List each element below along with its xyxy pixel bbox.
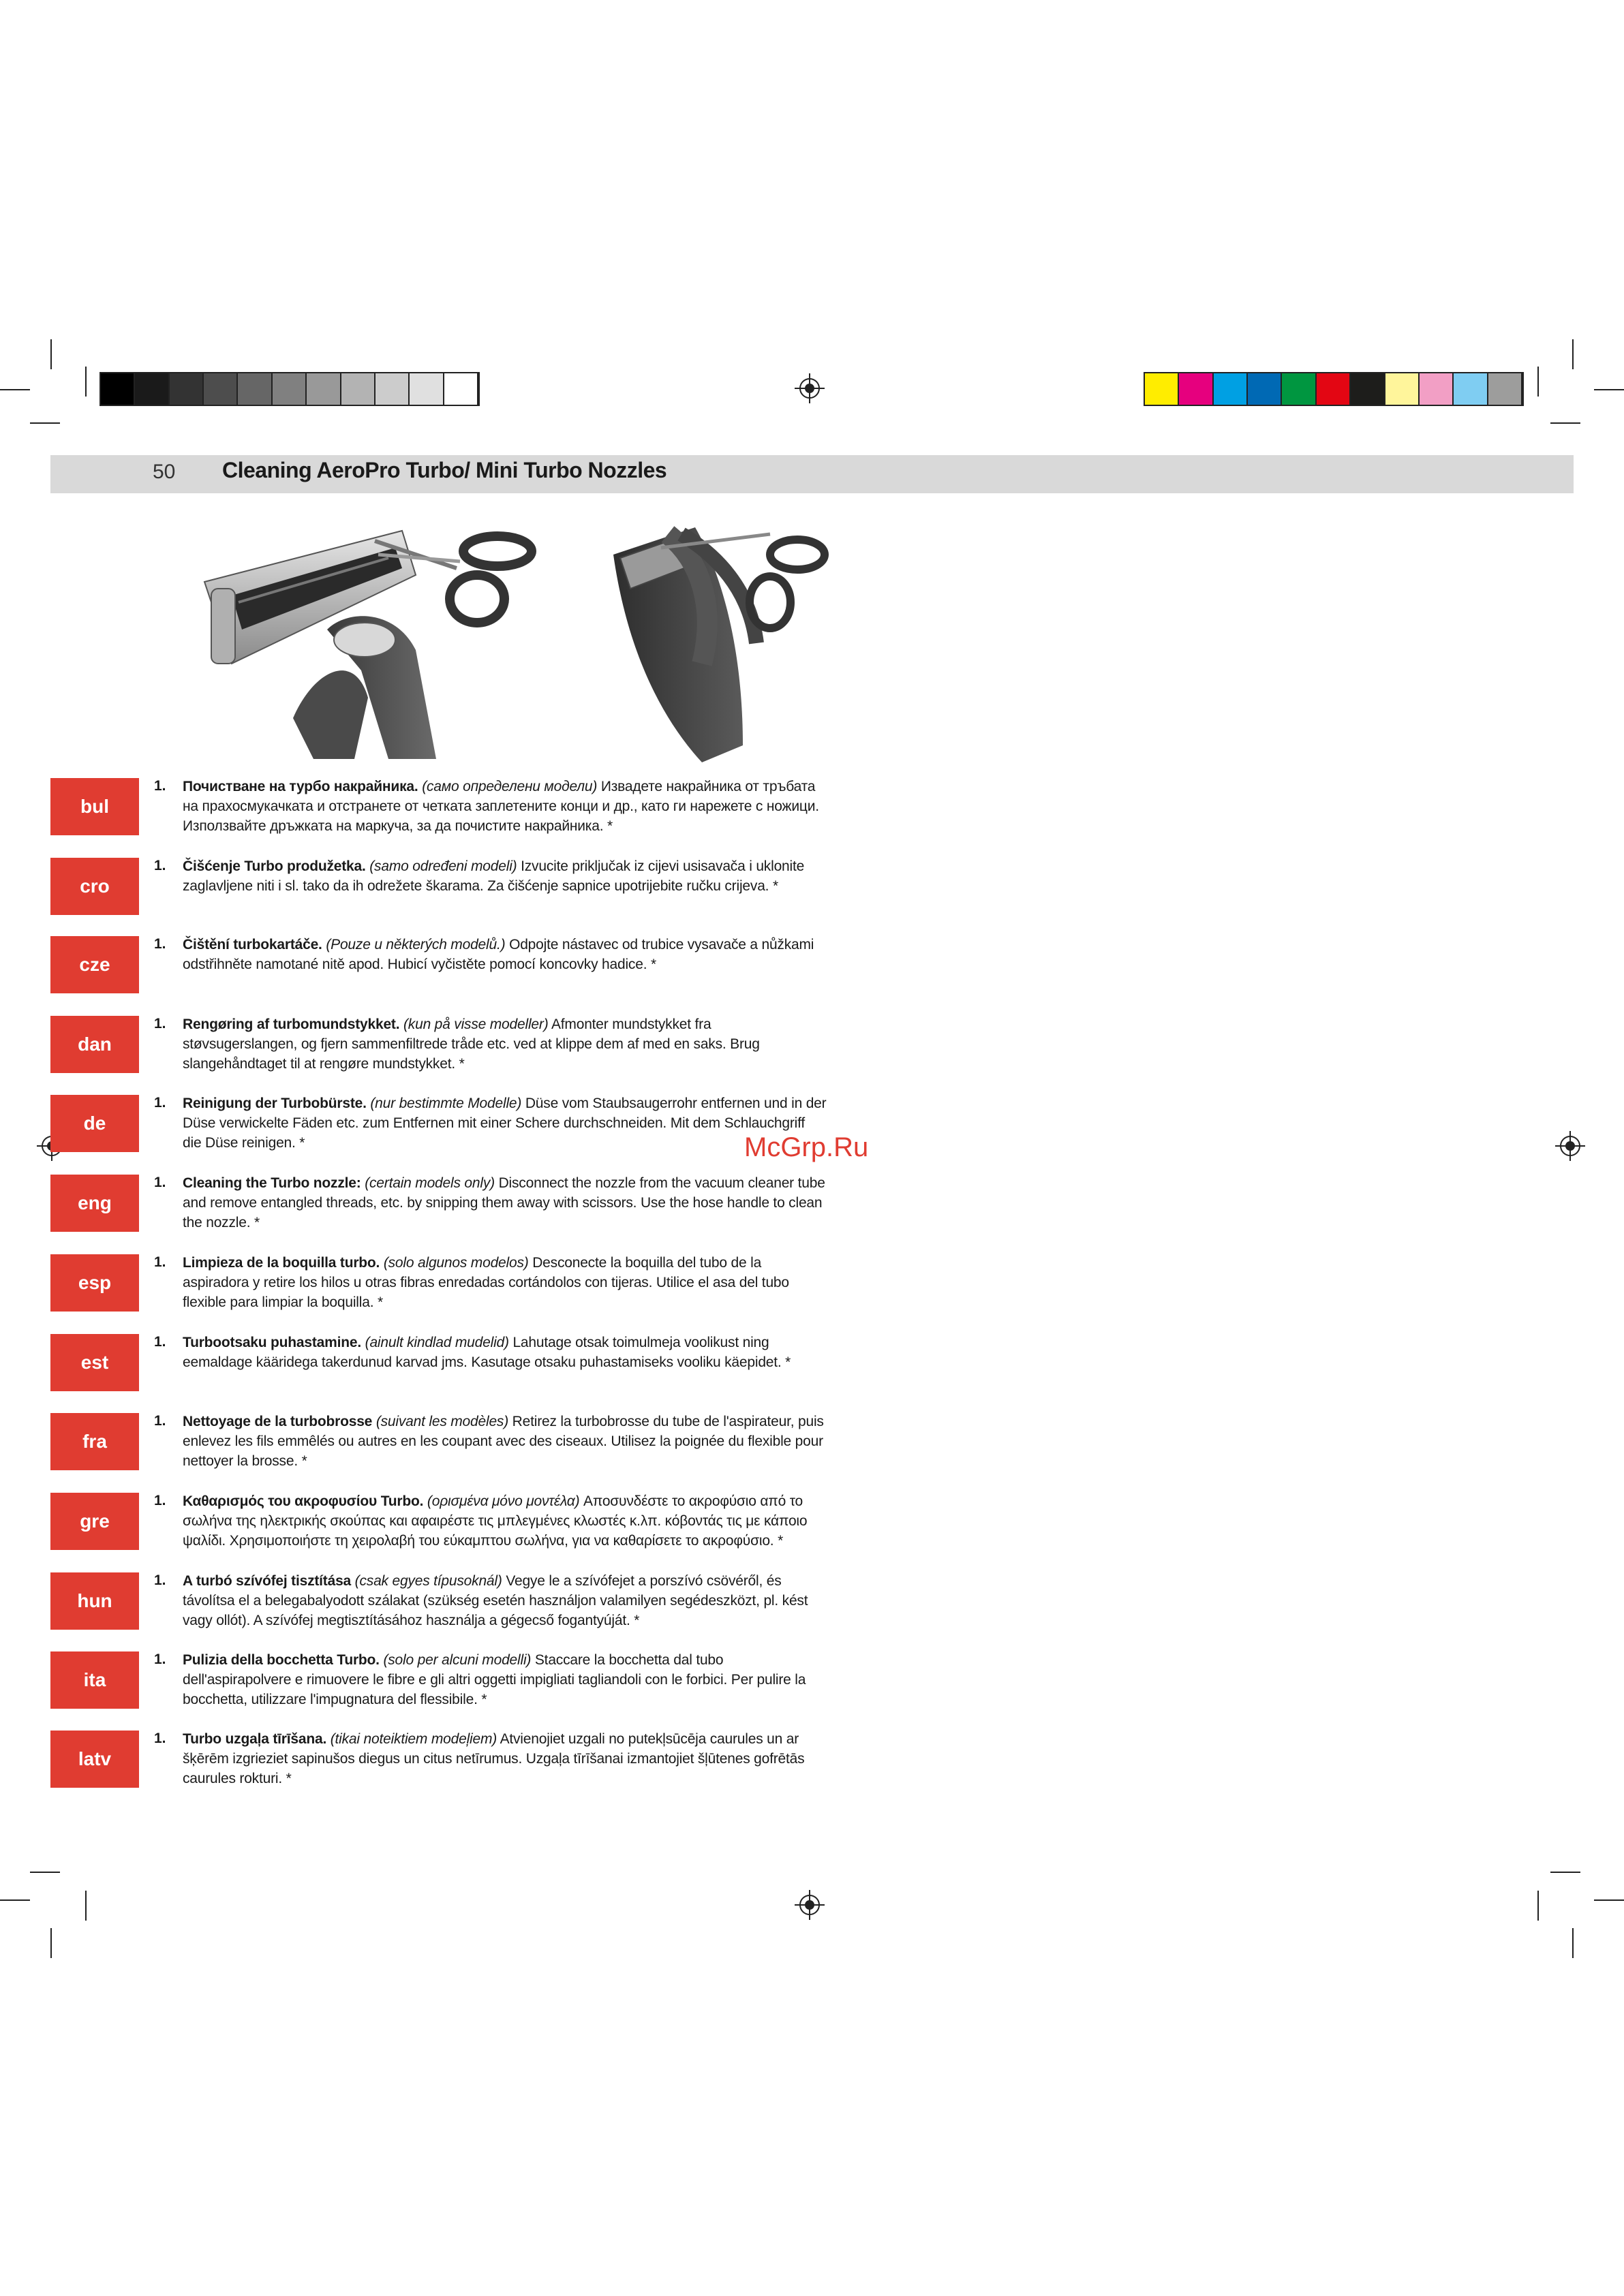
instruction-body: Izvucite priključak iz cijevi usisavača i uklonite zaglavljene niti i sl. tako da ih odrežete škarama. Za čišćenje sapnice upotrijebite ručku crijeva. * — [183, 858, 805, 894]
instruction-text-eng — [183, 1173, 827, 1232]
instruction-body: Odpojte nástavec od trubice vysavače a nůžkami odstřihněte namotané nitě apod. Hubicí vyčistěte pomocí koncovky hadice. * — [183, 937, 814, 972]
color-swatch — [101, 373, 135, 405]
instruction-text-esp — [183, 1253, 827, 1312]
step-number: 1. — [154, 1413, 166, 1429]
instruction-qualifier: (nur bestimmte Modelle) — [370, 1096, 522, 1111]
instruction-body: Lahutage otsak toimulmeja voolikust ning eemaldage kääridega takerdunud karvad jms. Kasutage otsaku puhastamiseks vooliku käepidet. * — [183, 1335, 791, 1370]
color-swatch — [376, 373, 410, 405]
instruction-heading: Reinigung der Turbobürste. — [183, 1096, 367, 1111]
grayscale-calibration-bar — [99, 372, 480, 406]
instruction-heading: Почистване на турбо накрайника. — [183, 779, 418, 794]
crop-mark — [0, 389, 30, 390]
instruction-text-cze — [183, 935, 827, 974]
instruction-text-hun — [183, 1571, 827, 1630]
instruction-body: Desconecte la boquilla del tubo de la aspiradora y retire los hilos u otras fibras enredadas cortándolos con tijeras. Utilice el asa del tubo flexible para limpiar la boquilla. * — [183, 1255, 789, 1310]
instruction-text-gre — [183, 1491, 827, 1551]
instruction-heading: Καθαρισμός του ακροφυσίου Turbo. — [183, 1493, 424, 1509]
language-tab-cze: cze — [50, 936, 139, 993]
instruction-text-ita — [183, 1650, 827, 1709]
registration-target-icon — [795, 373, 825, 403]
color-calibration-bar — [1144, 372, 1524, 406]
color-swatch — [1317, 373, 1351, 405]
instruction-text-de — [183, 1093, 827, 1153]
color-swatch — [1282, 373, 1316, 405]
crop-mark — [0, 1899, 30, 1901]
instruction-heading: Cleaning the Turbo nozzle: — [183, 1175, 361, 1191]
step-number: 1. — [154, 1651, 166, 1667]
crop-mark — [85, 1891, 87, 1921]
step-number: 1. — [154, 1572, 166, 1588]
instruction-heading: Nettoyage de la turbobrosse — [183, 1414, 373, 1429]
color-swatch — [1145, 373, 1179, 405]
crop-mark — [50, 1928, 52, 1958]
language-tab-esp: esp — [50, 1254, 139, 1312]
instruction-qualifier: (suivant les modèles) — [376, 1414, 509, 1429]
instruction-qualifier: (csak egyes típusoknál) — [354, 1573, 502, 1589]
turbo-nozzle-illustration — [191, 493, 600, 766]
instruction-body: Staccare la bocchetta dal tubo dell'aspirapolvere e rimuovere le fibre e gli altri oggetti impigliati tagliandoli con le forbici. Per pulire la bocchetta, utilizzare l'impugnatura del flessibile. * — [183, 1652, 806, 1707]
crop-mark — [1594, 1899, 1624, 1901]
color-swatch — [238, 373, 272, 405]
language-tab-dan: dan — [50, 1016, 139, 1073]
instruction-text-bul — [183, 777, 827, 836]
color-swatch — [1488, 373, 1522, 405]
color-swatch — [1214, 373, 1248, 405]
instruction-heading: Čišćenje Turbo produžetka. — [183, 858, 366, 874]
instruction-heading: Turbootsaku puhastamine. — [183, 1335, 362, 1350]
language-tab-cro: cro — [50, 858, 139, 915]
registration-target-icon — [1555, 1131, 1585, 1161]
instruction-qualifier: (ainult kindlad mudelid) — [365, 1335, 509, 1350]
instruction-qualifier: (ορισμένα μόνο μοντέλα) — [427, 1493, 580, 1509]
instruction-body: Извадете накрайника от тръбата на прахосмукачката и отстранете от четката заплетените конци и др., като ги нарежете с ножици. Използвайте дръжката на маркуча, за да почистите накрайника. * — [183, 779, 819, 834]
instruction-qualifier: (Pouze u některých modelů.) — [326, 937, 506, 952]
step-number: 1. — [154, 1254, 166, 1270]
color-swatch — [135, 373, 169, 405]
color-swatch — [1351, 373, 1385, 405]
language-tab-fra: fra — [50, 1413, 139, 1470]
color-swatch — [204, 373, 238, 405]
color-swatch — [341, 373, 376, 405]
instruction-heading: Turbo uzgaļa tīrīšana. — [183, 1731, 327, 1747]
language-tab-bul: bul — [50, 778, 139, 835]
instruction-text-fra — [183, 1412, 827, 1471]
instruction-heading: Čištění turbokartáče. — [183, 937, 322, 952]
crop-mark — [1550, 1872, 1580, 1873]
crop-mark — [1550, 422, 1580, 424]
color-swatch — [1454, 373, 1488, 405]
step-number: 1. — [154, 858, 166, 873]
language-tab-latv: latv — [50, 1731, 139, 1788]
color-swatch — [410, 373, 444, 405]
crop-mark — [1537, 367, 1539, 397]
color-swatch — [444, 373, 478, 405]
instruction-text-dan — [183, 1014, 827, 1074]
step-number: 1. — [154, 1095, 166, 1111]
step-number: 1. — [154, 936, 166, 952]
crop-mark — [85, 367, 87, 397]
instruction-heading: Limpieza de la boquilla turbo. — [183, 1255, 380, 1271]
registration-target-icon — [795, 1890, 825, 1920]
language-tab-est: est — [50, 1334, 139, 1391]
crop-mark — [30, 1872, 60, 1873]
instruction-body: Atvienojiet uzgali no putekļsūcēja caurules un ar šķērēm izgrieziet sapinušos diegus un citus netīrumus. Uzgaļa tīrīšanai izmantojiet šļūtenes gofrētās caurules rokturi. * — [183, 1731, 805, 1786]
page-number: 50 — [153, 461, 176, 483]
color-swatch — [1248, 373, 1282, 405]
crop-mark — [50, 339, 52, 369]
color-swatch — [273, 373, 307, 405]
language-tab-gre: gre — [50, 1493, 139, 1550]
instruction-qualifier: (solo per alcuni modelli) — [383, 1652, 532, 1668]
color-swatch — [1385, 373, 1420, 405]
instruction-heading: Rengøring af turbomundstykket. — [183, 1017, 400, 1032]
language-tab-de: de — [50, 1095, 139, 1152]
step-number: 1. — [154, 1731, 166, 1746]
step-number: 1. — [154, 1175, 166, 1190]
instruction-text-latv — [183, 1729, 827, 1788]
watermark: McGrp.Ru — [744, 1132, 869, 1162]
instruction-body: Afmonter mundstykket fra støvsugerslangen, og fjern sammenfiltrede tråde etc. ved at klippe dem af med en saks. Brug slangehåndtaget til at rengøre mundstykket. * — [183, 1017, 760, 1072]
instruction-qualifier: (само определени модели) — [422, 779, 598, 794]
instruction-qualifier: (kun på visse modeller) — [403, 1017, 549, 1032]
crop-mark — [1572, 1928, 1574, 1958]
color-swatch — [307, 373, 341, 405]
step-number: 1. — [154, 1493, 166, 1508]
step-number: 1. — [154, 1016, 166, 1031]
color-swatch — [170, 373, 204, 405]
language-tab-eng: eng — [50, 1175, 139, 1232]
color-swatch — [1179, 373, 1213, 405]
instruction-qualifier: (certain models only) — [365, 1175, 495, 1191]
crop-mark — [1537, 1891, 1539, 1921]
crop-mark — [1572, 339, 1574, 369]
instruction-heading: A turbó szívófej tisztítása — [183, 1573, 352, 1589]
step-number: 1. — [154, 1334, 166, 1350]
instruction-qualifier: (solo algunos modelos) — [383, 1255, 529, 1271]
crop-mark — [1594, 389, 1624, 390]
instruction-body: Αποσυνδέστε το ακροφύσιο από το σωλήνα της ηλεκτρικής σκούπας και αφαιρέστε τις μπλεγμένες κλωστές κ.λπ. κόβοντάς τις με κάποιο ψαλίδι. Χρησιμοποιήστε τη χειρολαβή του εύκαμπτου σωλήνα, για να καθαρίσετε το ακροφύσιο. * — [183, 1493, 808, 1549]
instruction-text-cro — [183, 856, 827, 896]
instruction-text-est — [183, 1333, 827, 1372]
instruction-qualifier: (tikai noteiktiem modeļiem) — [330, 1731, 497, 1747]
instruction-body: Vegye le a szívófejet a porszívó csövéről, és távolítsa el a belegabalyodott szálakat (szükség esetén használjon valamilyen segédeszközt, pl. kést vagy ollót). A szívófej megtisztításához használja a gégecső fogantyúját. * — [183, 1573, 808, 1628]
instruction-body: Düse vom Staubsaugerrohr entfernen und in der Düse verwickelte Fäden etc. zum Entfernen mit einer Schere durchschneiden. Mit dem Schlauchgriff die Düse reinigen. * — [183, 1096, 827, 1151]
language-tab-hun: hun — [50, 1572, 139, 1630]
instruction-heading: Pulizia della bocchetta Turbo. — [183, 1652, 380, 1668]
mini-turbo-nozzle-illustration — [586, 493, 859, 766]
page-title: Cleaning AeroPro Turbo/ Mini Turbo Nozzles — [222, 458, 667, 482]
instruction-body: Disconnect the nozzle from the vacuum cleaner tube and remove entangled threads, etc. by snipping them away with scissors. Use the hose handle to clean the nozzle. * — [183, 1175, 825, 1230]
color-swatch — [1420, 373, 1454, 405]
language-tab-ita: ita — [50, 1651, 139, 1709]
step-number: 1. — [154, 778, 166, 794]
crop-mark — [30, 422, 60, 424]
instruction-qualifier: (samo određeni modeli) — [369, 858, 517, 874]
instruction-body: Retirez la turbobrosse du tube de l'aspirateur, puis enlevez les fils emmêlés ou autres en les coupant avec des ciseaux. Utilisez la poignée du flexible pour nettoyer la brosse. * — [183, 1414, 824, 1469]
